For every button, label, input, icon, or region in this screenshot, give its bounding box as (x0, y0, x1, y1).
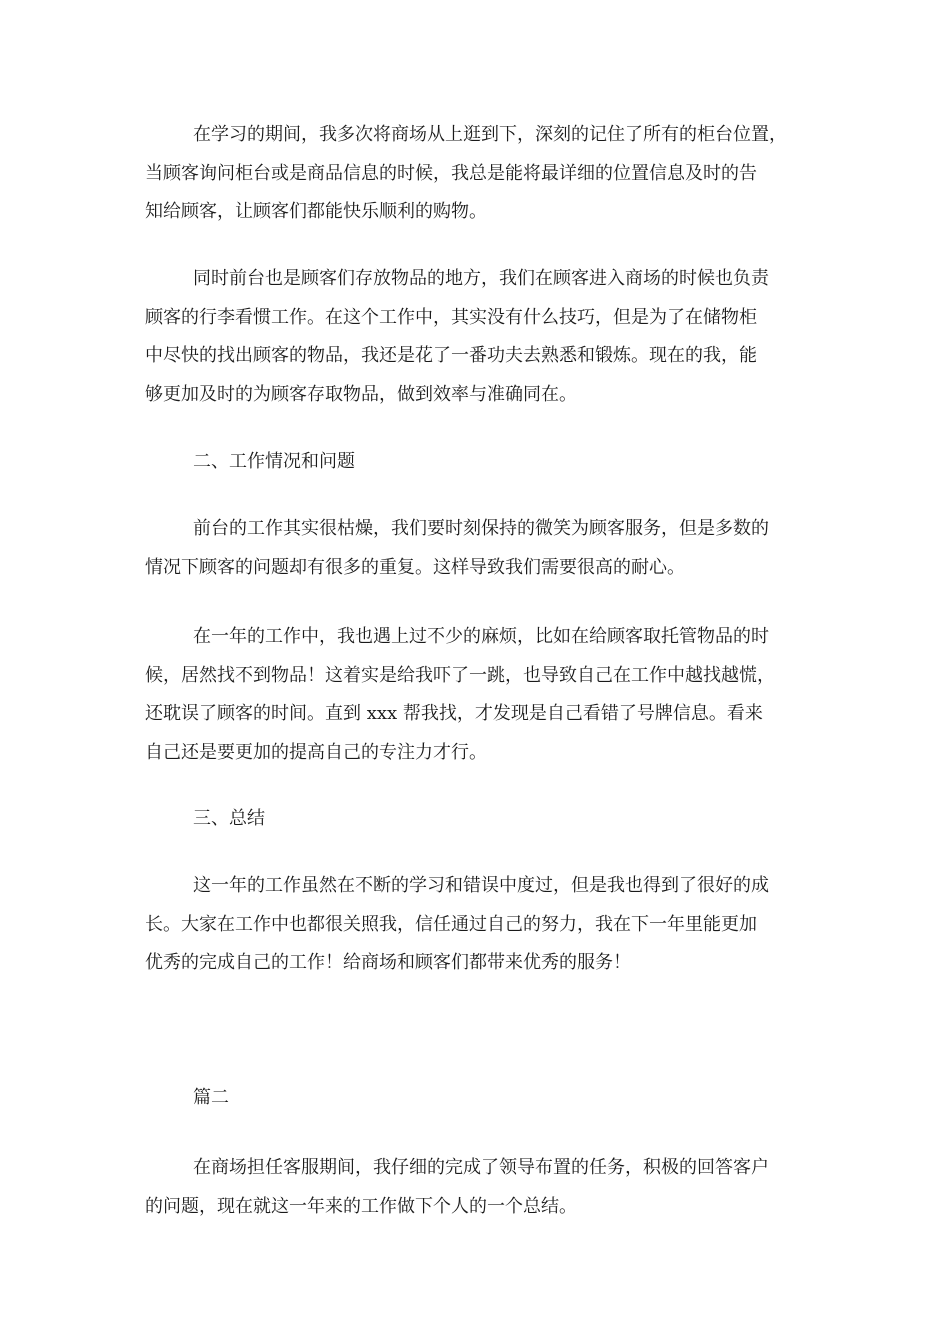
paragraph-line: 够更加及时的为顾客存取物品，做到效率与准确同在。 (145, 383, 577, 405)
paragraph-line: 还耽误了顾客的时间。直到 xxx 帮我找，才发现是自己看错了号牌信息。看来 (145, 703, 763, 724)
paragraph-conclusion (145, 867, 807, 983)
paragraph-learning (145, 116, 807, 232)
paragraph-line: 在一年的工作中，我也遇上过不少的麻烦，比如在给顾客取托管物品的时 (193, 626, 769, 647)
paragraph-line: 中尽快的找出顾客的物品，我还是花了一番功夫去熟悉和锻炼。现在的我，能 (145, 345, 757, 366)
paragraph-line: 在学习的期间，我多次将商场从上逛到下，深刻的记住了所有的柜台位置， (193, 124, 787, 145)
section-heading-text: 二、工作情况和问题 (193, 451, 355, 472)
paragraph-line: 前台的工作其实很枯燥，我们要时刻保持的微笑为顾客服务，但是多数的 (193, 518, 769, 539)
section-heading-summary (145, 800, 807, 839)
paragraph-line: 候，居然找不到物品！这着实是给我吓了一跳，也导致自己在工作中越找越慌， (145, 664, 775, 686)
paragraph-line: 长。大家在工作中也都很关照我，信任通过自己的努力，我在下一年里能更加 (145, 913, 757, 935)
paragraph-line: 情况下顾客的问题却有很多的重复。这样导致我们需要很高的耐心。 (145, 556, 685, 578)
paragraph-frontdesk (145, 510, 807, 587)
paragraph-trouble (145, 618, 807, 772)
paragraph-line: 这一年的工作虽然在不断的学习和错误中度过，但是我也得到了很好的成 (193, 875, 769, 896)
paragraph-line: 自己还是要更加的提高自己的专注力才行。 (145, 741, 487, 763)
paragraph-line: 顾客的行李看惯工作。在这个工作中，其实没有什么技巧，但是为了在储物柜 (145, 306, 757, 328)
section-heading-text: 篇二 (193, 1087, 229, 1108)
paragraph-line: 当顾客询问柜台或是商品信息的时候，我总是能将最详细的位置信息及时的告 (145, 162, 757, 184)
section-heading-part-two (145, 1079, 807, 1118)
paragraph-customer-service (145, 1149, 807, 1226)
paragraph-storage (145, 260, 807, 414)
paragraph-line: 同时前台也是顾客们存放物品的地方，我们在顾客进入商场的时候也负责 (193, 268, 769, 289)
paragraph-line: 知给顾客，让顾客们都能快乐顺利的购物。 (145, 201, 487, 222)
section-heading-work (145, 443, 807, 482)
paragraph-line: 在商场担任客服期间，我仔细的完成了领导布置的任务，积极的回答客户 (193, 1157, 769, 1178)
section-heading-text: 三、总结 (193, 808, 265, 829)
paragraph-line: 的问题，现在就这一年来的工作做下个人的一个总结。 (145, 1195, 577, 1217)
paragraph-line: 优秀的完成自己的工作！给商场和顾客们都带来优秀的服务！ (145, 952, 631, 973)
